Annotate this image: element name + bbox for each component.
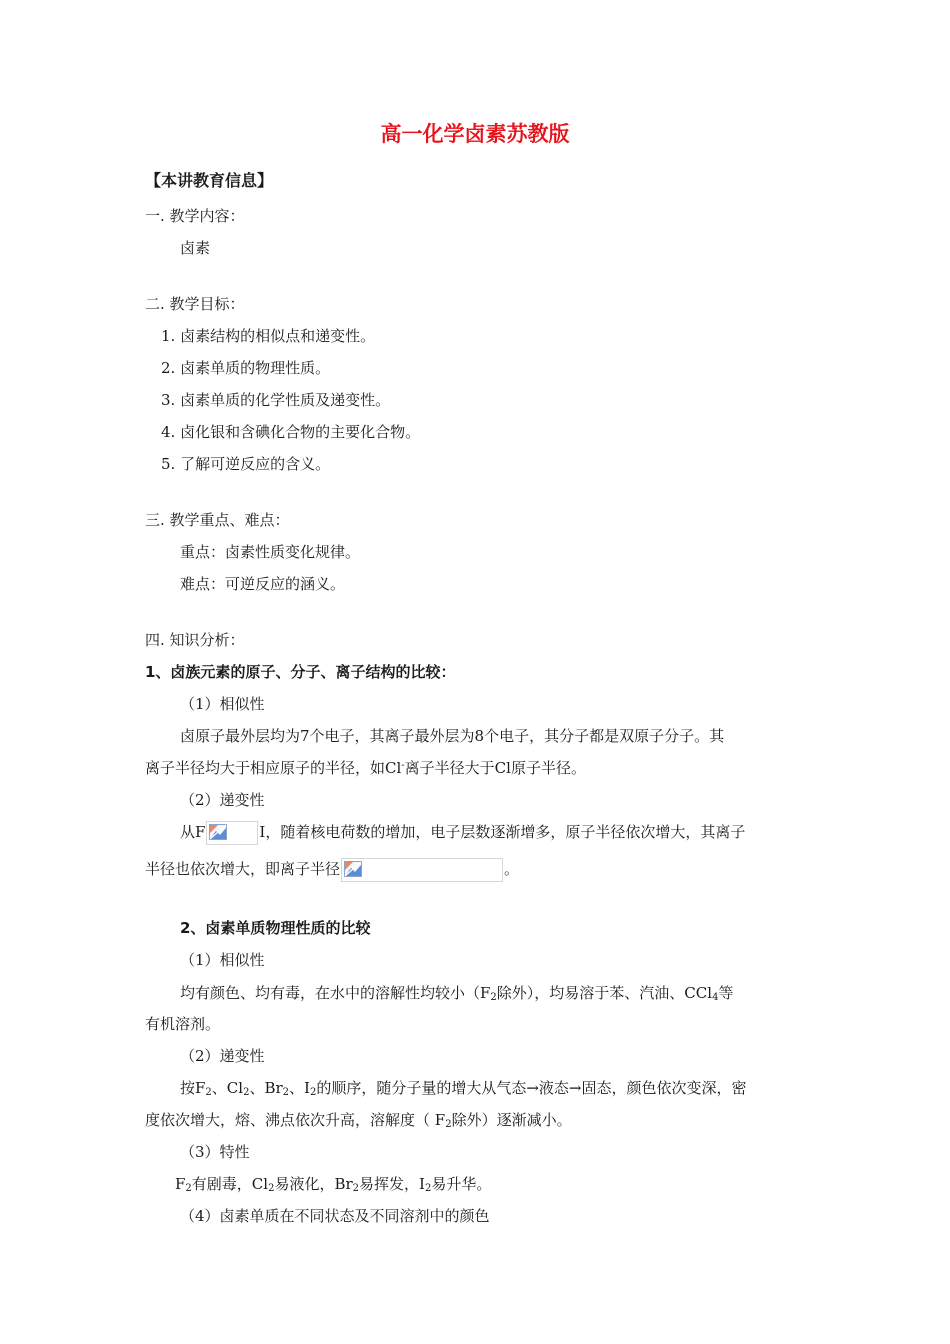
text-run: 从F <box>180 823 206 841</box>
similarity-label: （1）相似性 <box>180 695 265 713</box>
broken-image-icon <box>209 824 227 840</box>
objective-item: 2. 卤素单质的物理性质。 <box>161 359 331 377</box>
broken-image-placeholder <box>341 858 503 882</box>
text-run: 、Br <box>249 1079 283 1097</box>
info-heading: 【本讲教育信息】 <box>145 171 274 190</box>
broken-image-icon <box>344 861 362 877</box>
superscript: - <box>401 760 405 771</box>
text-run: I，随着核电荷数的增加，电子层数逐渐增多，原子半径依次增大，其离子 <box>259 823 746 841</box>
difficult-point: 难点：可逆反应的涵义。 <box>180 575 346 593</box>
paragraph-line <box>180 983 733 1003</box>
paragraph-line <box>145 758 586 778</box>
broken-image-placeholder <box>206 821 258 845</box>
variation-label: （2）递变性 <box>180 791 265 809</box>
text-run: 离子半径均大于相应原子的半径，如Cl <box>145 759 402 777</box>
objective-item: 5. 了解可逆反应的含义。 <box>161 455 331 473</box>
paragraph-line <box>175 1174 491 1194</box>
text-run: 有剧毒，Cl <box>191 1175 269 1193</box>
subscript: 2 <box>205 1087 212 1098</box>
objective-item: 4. 卤化银和含碘化合物的主要化合物。 <box>161 423 421 441</box>
subscript: 2 <box>243 1087 250 1098</box>
paragraph-line <box>145 1110 572 1130</box>
objective-item: 3. 卤素单质的化学性质及递变性。 <box>161 391 391 409</box>
text-run: 的顺序，随分子量的增大从气态→液态→固态，颜色依次变深，密 <box>316 1079 747 1097</box>
text-run: 易挥发，I <box>359 1175 425 1193</box>
special-label: （3）特性 <box>180 1143 250 1161</box>
part-1-heading: 1、卤族元素的原子、分子、离子结构的比较： <box>145 663 456 681</box>
text-run: 半径也依次增大，即离子半径 <box>145 860 341 878</box>
text-run: F <box>175 1175 186 1193</box>
subscript: 2 <box>445 1119 452 1130</box>
text-run: 度依次增大，熔、沸点依次升高，溶解度（ F <box>145 1111 446 1129</box>
text-run: 易液化，Br <box>274 1175 353 1193</box>
variation-label: （2）递变性 <box>180 1047 265 1065</box>
text-run: 。 <box>504 860 520 878</box>
subscript: 2 <box>268 1183 275 1194</box>
subscript: 2 <box>185 1183 192 1194</box>
subscript: 4 <box>712 992 719 1003</box>
text-run: 均有颜色、均有毒，在水中的溶解性均较小（F <box>180 984 491 1002</box>
paragraph-line <box>145 858 519 882</box>
paragraph-line: 卤原子最外层均为7个电子，其离子最外层为8个电子，其分子都是双原子分子。其 <box>180 727 725 745</box>
text-run: 、Cl <box>211 1079 244 1097</box>
text-run: 等 <box>718 984 734 1002</box>
paragraph-line <box>180 821 745 845</box>
text-run: 除外），均易溶于苯、汽油、CCl <box>496 984 713 1002</box>
subscript: 2 <box>309 1087 317 1098</box>
section-4-heading: 四. 知识分析： <box>145 631 245 649</box>
paragraph-line: 有机溶剂。 <box>145 1015 221 1033</box>
text-run: 离子半径大于Cl原子半径。 <box>404 759 586 777</box>
subscript: 2 <box>490 992 497 1003</box>
subscript: 2 <box>282 1087 290 1098</box>
key-point: 重点：卤素性质变化规律。 <box>180 543 361 561</box>
text-run: 按F <box>180 1079 206 1097</box>
text-run: 、I <box>289 1079 310 1097</box>
section-3-heading: 三. 教学重点、难点： <box>145 511 290 529</box>
similarity-label: （1）相似性 <box>180 951 265 969</box>
text-run: 易升华。 <box>431 1175 492 1193</box>
paragraph-line <box>180 1078 746 1098</box>
objective-item: 1. 卤素结构的相似点和递变性。 <box>161 327 376 345</box>
color-label: （4）卤素单质在不同状态及不同溶剂中的颜色 <box>180 1207 490 1225</box>
text-run: 除外）逐渐减小。 <box>451 1111 572 1129</box>
subscript: 2 <box>424 1183 432 1194</box>
section-2-heading: 二. 教学目标： <box>145 295 245 313</box>
section-1-body: 卤素 <box>180 239 211 257</box>
part-2-heading: 2、卤素单质物理性质的比较 <box>180 919 371 937</box>
section-1-heading: 一. 教学内容： <box>145 207 245 225</box>
subscript: 2 <box>352 1183 360 1194</box>
document-title: 高一化学卤素苏教版 <box>380 122 570 146</box>
